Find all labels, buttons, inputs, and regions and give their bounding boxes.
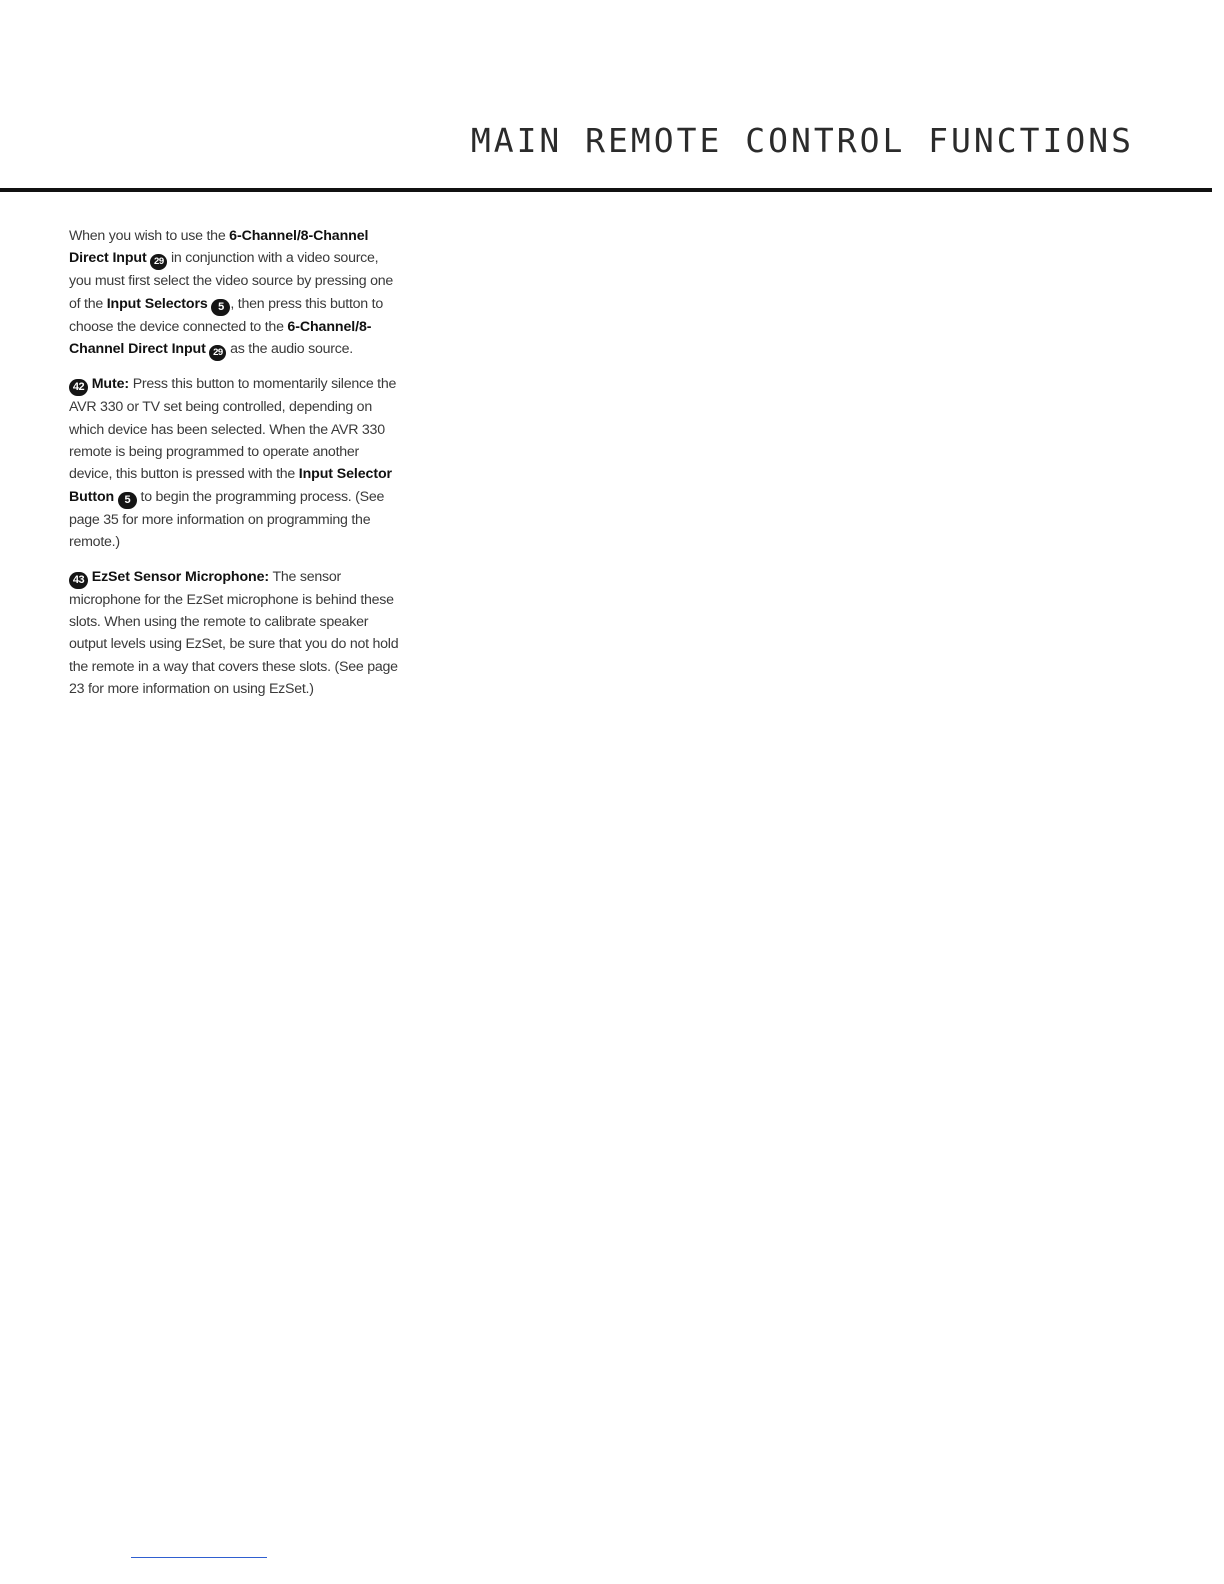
reference-number-icon: 5 (211, 299, 230, 316)
direct-input-term: 6-Channel/8-Channel Direct Input (69, 228, 369, 267)
paragraph-text: Press this button to momentarily silence the AVR 330 or TV set being controlled, depending on which device has been selected. When the AVR 330 remote is being programmed to operate another device, this button is pressed with the (69, 376, 397, 483)
direct-input-term: 6-Channel/8-Channel Direct Input (69, 318, 372, 358)
paragraph-text: as the audio source. (226, 341, 353, 358)
paragraph-text: The sensor microphone for the EzSet microphone is behind these slots. When using the remote to calibrate speaker output levels using EzSet, be sure that you do not hold the remote in a way that covers these slots. (See page 23 for more information on using EzSet.) (69, 568, 399, 698)
reference-number-icon: 43 (69, 572, 88, 589)
paragraph-text: , then press this button to choose the device connected to the (69, 295, 383, 335)
input-selectors-term: Input Selectors (106, 295, 208, 312)
paragraph-text: in conjunction with a video source, you must first select the video source by pressing one of the (69, 250, 394, 312)
mute-term: Mute: (91, 376, 130, 393)
reference-number-icon: 5 (118, 492, 137, 509)
reference-number-icon: 29 (209, 345, 226, 361)
footer-link-underline[interactable] (131, 1557, 267, 1558)
page-title: MAIN REMOTE CONTROL FUNCTIONS (470, 121, 1134, 160)
paragraph-text: When you wish to use the (69, 228, 230, 244)
title-rule (0, 188, 1212, 192)
ezset-sensor-term: EzSet Sensor Microphone: (91, 568, 270, 585)
reference-number-icon: 29 (150, 254, 167, 270)
reference-number-icon: 42 (69, 379, 88, 396)
mute-paragraph (69, 373, 403, 553)
direct-input-paragraph (69, 225, 403, 361)
ezset-paragraph (69, 566, 403, 701)
main-text-column (69, 225, 403, 713)
input-selector-button-term: Input Selector Button (69, 466, 392, 505)
paragraph-text: to begin the programming process. (See page 35 for more information on programming the remote.) (69, 488, 385, 551)
